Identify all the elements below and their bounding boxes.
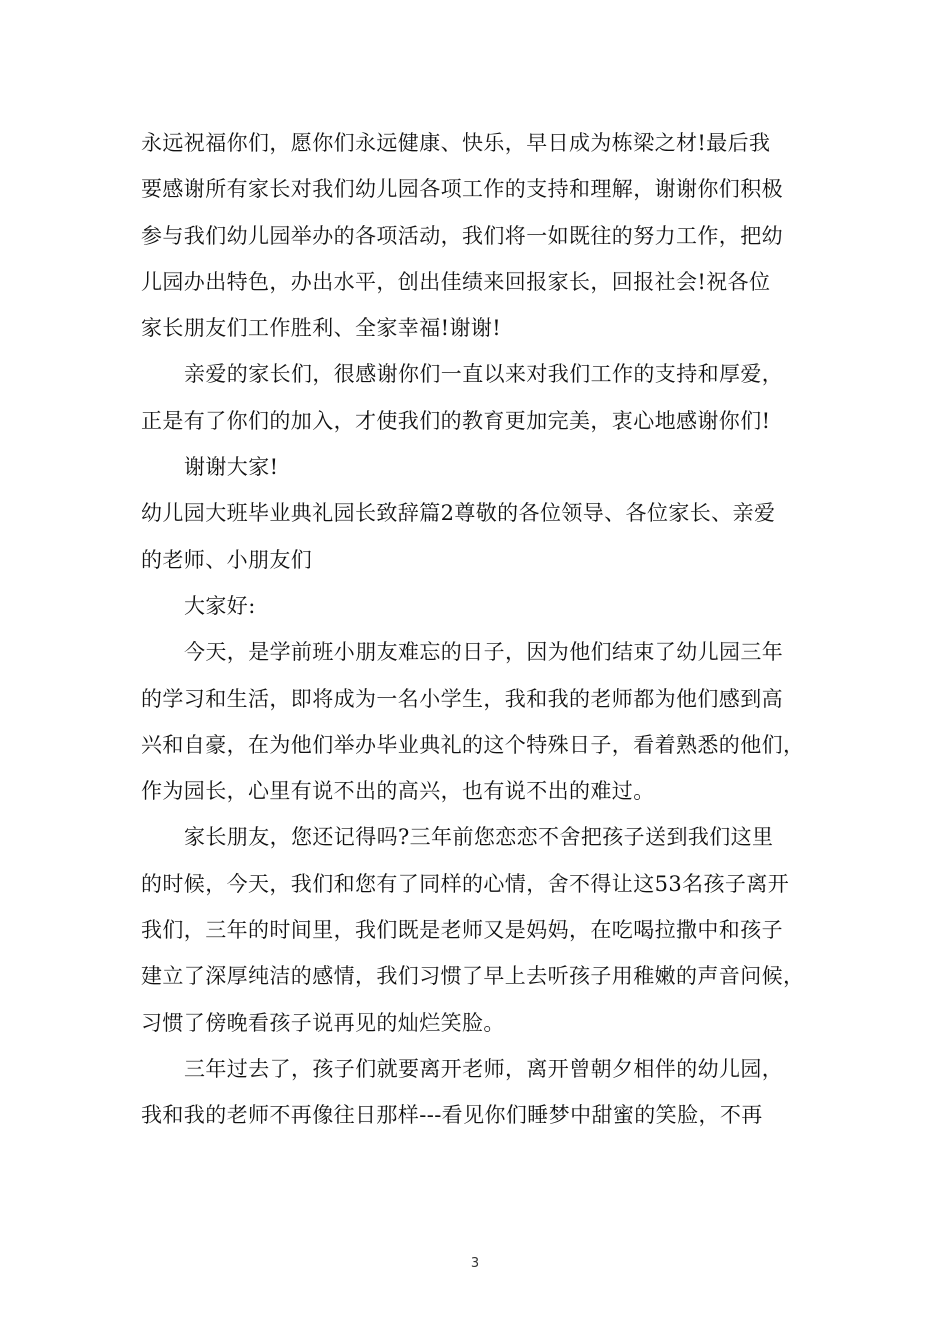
text-line: 我们，三年的时间里，我们既是老师又是妈妈，在吃喝拉撒中和孩子	[141, 918, 783, 943]
text-line: 家长朋友们工作胜利、全家幸福!谢谢!	[141, 316, 502, 341]
text-line: 参与我们幼儿园举办的各项活动，我们将一如既往的努力工作，把幼	[141, 223, 783, 248]
text-line: 大家好:	[184, 593, 256, 618]
text-line: 谢谢大家!	[184, 455, 279, 480]
text-line: 三年过去了，孩子们就要离开老师，离开曾朝夕相伴的幼儿园，	[184, 1056, 784, 1081]
text-line: 作为园长，心里有说不出的高兴，也有说不出的难过。	[141, 779, 655, 804]
text-line: 永远祝福你们，愿你们永远健康、快乐，早日成为栋梁之材!最后我	[141, 131, 771, 155]
text-line: 家长朋友，您还记得吗?三年前您恋恋不舍把孩子送到我们这里	[184, 825, 774, 850]
text-line: 亲爱的家长们，很感谢你们一直以来对我们工作的支持和厚爱，	[184, 362, 784, 387]
text-line: 兴和自豪，在为他们举办毕业典礼的这个特殊日子，看着熟悉的他们，	[141, 732, 805, 757]
text-line: 建立了深厚纯洁的感情，我们习惯了早上去听孩子用稚嫩的声音问候，	[141, 964, 805, 989]
page-number: 3	[470, 1256, 480, 1271]
text-line: 我和我的老师不再像往日那样---看见你们睡梦中甜蜜的笑脸，不再	[141, 1103, 763, 1128]
text-line: 儿园办出特色，办出水平，创出佳绩来回报家长，回报社会!祝各位	[141, 269, 771, 294]
text-line: 正是有了你们的加入，才使我们的教育更加完美，衷心地感谢你们!	[141, 408, 771, 433]
text-line: 的时候，今天，我们和您有了同样的心情，舍不得让这53名孩子离开	[141, 871, 790, 896]
text-line: 的老师、小朋友们	[141, 547, 313, 572]
text-line: 幼儿园大班毕业典礼园长致辞篇2尊敬的各位领导、各位家长、亲爱	[141, 501, 776, 526]
text-line: 习惯了傍晚看孩子说再见的灿烂笑脸。	[141, 1010, 505, 1035]
body-text	[141, 120, 811, 1139]
text-line: 要感谢所有家长对我们幼儿园各项工作的支持和理解，谢谢你们积极	[141, 177, 783, 202]
text-line: 的学习和生活，即将成为一名小学生，我和我的老师都为他们感到高	[141, 686, 783, 711]
text-line: 今天，是学前班小朋友难忘的日子，因为他们结束了幼儿园三年	[184, 640, 784, 665]
